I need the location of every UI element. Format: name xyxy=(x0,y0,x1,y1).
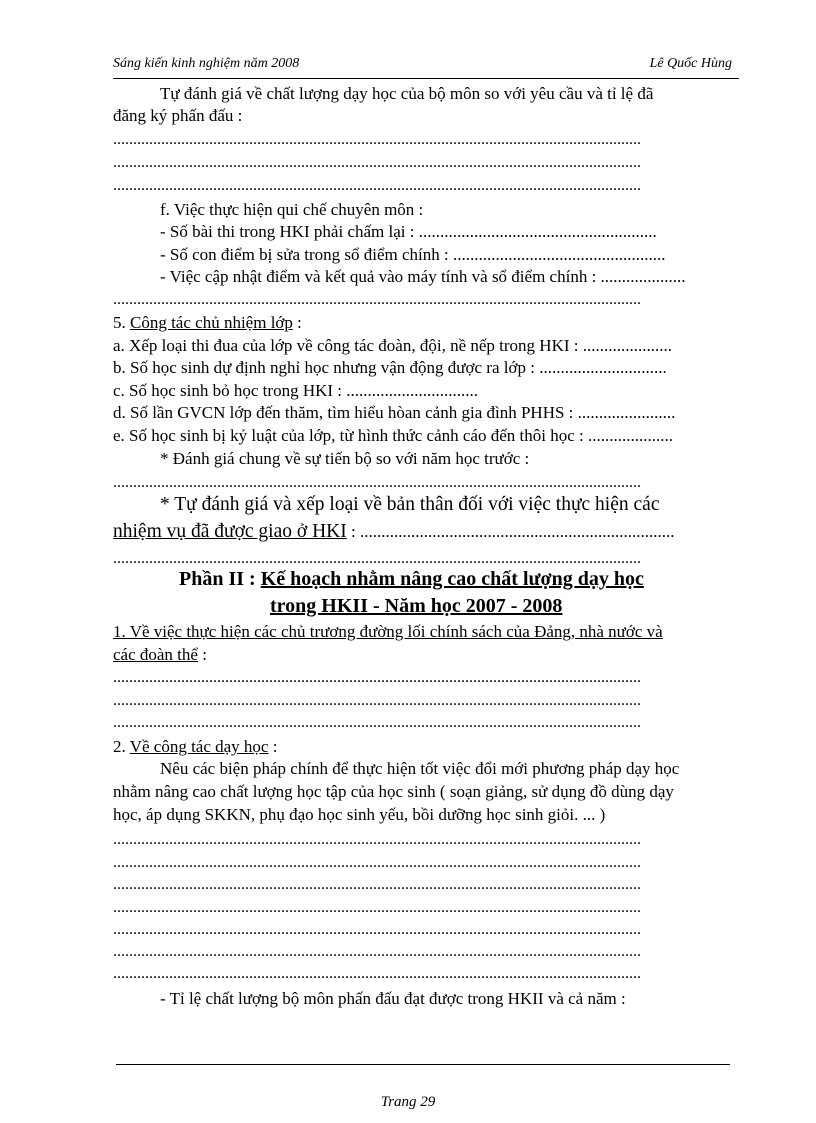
p1-line-2 xyxy=(113,645,207,665)
dotted-line: .................................................................................................................................... xyxy=(113,293,641,307)
f-item-2: - Số con điểm bị sửa trong sổ điểm chính : .................................................. xyxy=(160,245,666,264)
dotted-line: .................................................................................................................................... xyxy=(113,878,641,892)
dotted-line: .................................................................................................................................... xyxy=(113,967,641,981)
dotted-line: .................................................................................................................................... xyxy=(113,923,641,937)
dotted-line: .................................................................................................................................... xyxy=(113,694,641,708)
dotted-line: .................................................................................................................................... xyxy=(113,856,641,870)
part-2-title-line-1 xyxy=(179,567,644,591)
section-2-heading xyxy=(113,737,277,757)
section-2-para-line-1: Nêu các biện pháp chính để thực hiện tốt việc đổi mới phương pháp dạy học xyxy=(160,759,680,778)
ratio-line: - Tỉ lệ chất lượng bộ môn phấn đấu đạt được trong HKII và cả năm : xyxy=(160,989,626,1008)
section-5-item-a: a. Xếp loại thi đua của lớp về công tác đoàn, đội, nề nếp trong HKI : ..................... xyxy=(113,336,672,355)
part-2-title-line-2: trong HKII - Năm học 2007 - 2008 xyxy=(270,595,563,617)
section-2-para-line-2: nhằm nâng cao chất lượng học tập của học sinh ( soạn giảng, sử dụng đồ dùng dạy xyxy=(113,782,674,801)
footer-divider xyxy=(116,1064,730,1065)
dotted-line: .................................................................................................................................... xyxy=(113,671,641,685)
dotted-line: .................................................................................................................................... xyxy=(113,476,641,490)
section-2-colon: : xyxy=(268,737,278,756)
section-5-item-e: e. Số học sinh bị kỷ luật của lớp, từ hình thức cảnh cáo đến thôi học : .................... xyxy=(113,426,673,445)
dotted-line: .................................................................................................................................... xyxy=(113,716,641,730)
self-rank-dots: : .......................................................................... xyxy=(346,522,675,541)
f-item-3: - Việc cập nhật điểm và kết quả vào máy tính và sổ điểm chính : .................... xyxy=(160,267,686,286)
self-rank-label: nhiệm vụ đã được giao ở HKI xyxy=(113,521,347,542)
section-5-item-c: c. Số học sinh bỏ học trong HKI : ............................... xyxy=(113,381,479,400)
header-title: Sáng kiến kinh nghiệm năm 2008 xyxy=(113,56,300,71)
p1-colon: : xyxy=(197,645,207,664)
section-5-item-b: b. Số học sinh dự định nghỉ học nhưng vận động được ra lớp : .............................. xyxy=(113,358,667,377)
dotted-line: .................................................................................................................................... xyxy=(113,901,641,915)
section-5-general-eval: * Đánh giá chung về sự tiến bộ so với năm học trước : xyxy=(160,449,530,468)
dotted-line: .................................................................................................................................... xyxy=(113,179,641,193)
header-divider xyxy=(113,78,739,79)
section-5-colon: : xyxy=(292,313,302,332)
section-5-title: Công tác chủ nhiệm lớp xyxy=(130,313,293,332)
section-5-heading xyxy=(113,313,302,333)
section-2-number: 2. xyxy=(113,737,130,756)
p1-line-1: 1. Về việc thực hiện các chủ trương đường lối chính sách của Đảng, nhà nước và xyxy=(113,622,663,641)
part-2-heading: Kế hoạch nhằm nâng cao chất lượng dạy học xyxy=(260,568,644,590)
dotted-line: .................................................................................................................................... xyxy=(113,945,641,959)
p1-line-2-text: các đoàn thể xyxy=(113,645,198,664)
self-eval-line-1: Tự đánh giá về chất lượng dạy học của bộ môn so với yêu cầu và tỉ lệ đã xyxy=(160,84,654,103)
section-2-title: Về công tác dạy học xyxy=(129,737,269,756)
section-5-number: 5. xyxy=(113,313,130,332)
dotted-line: .................................................................................................................................... xyxy=(113,156,641,170)
self-eval-line-2: đăng ký phấn đấu : xyxy=(113,106,243,125)
f-title: f. Việc thực hiện qui chế chuyên môn : xyxy=(160,200,424,219)
self-rank-line-1: * Tự đánh giá và xếp loại về bản thân đối với việc thực hiện các xyxy=(160,494,660,515)
header-author: Lê Quốc Hùng xyxy=(649,56,732,71)
part-2-label: Phần II : xyxy=(179,568,261,590)
dotted-line: .................................................................................................................................... xyxy=(113,552,641,566)
section-2-para-line-3: học, áp dụng SKKN, phụ đạo học sinh yếu, bồi dưỡng học sinh giỏi. ... ) xyxy=(113,805,606,824)
dotted-line: .................................................................................................................................... xyxy=(113,833,641,847)
f-item-1: - Số bài thi trong HKI phải chấm lại : ........................................................ xyxy=(160,222,657,241)
section-5-item-d: d. Số lần GVCN lớp đến thăm, tìm hiểu hòan cảnh gia đình PHHS : ....................... xyxy=(113,403,676,422)
page-number: Trang 29 xyxy=(380,1094,436,1110)
dotted-line: .................................................................................................................................... xyxy=(113,133,641,147)
self-rank-line-2 xyxy=(113,521,674,543)
